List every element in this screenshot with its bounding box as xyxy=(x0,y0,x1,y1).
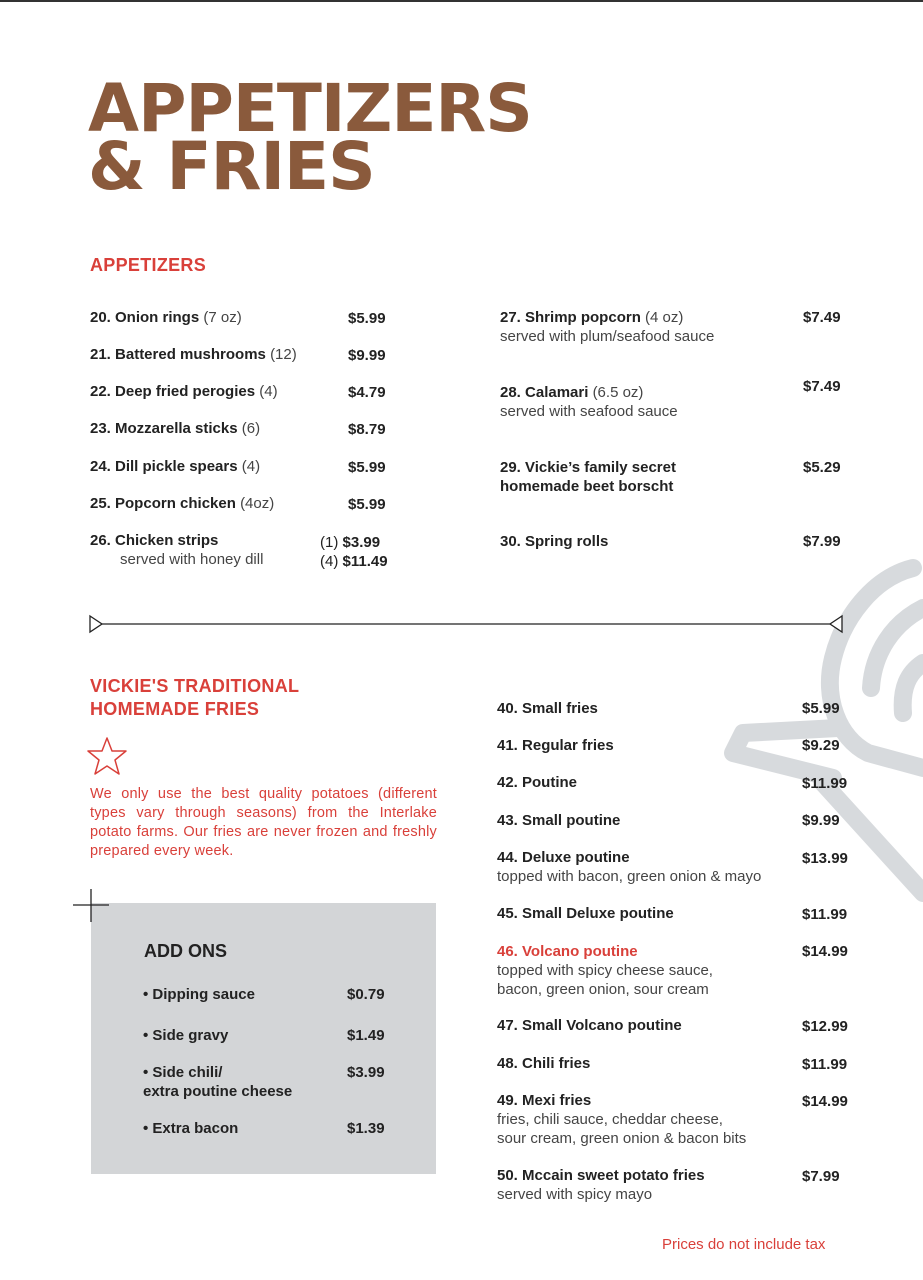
addon-price: $3.99 xyxy=(347,1064,385,1081)
item-price: $11.99 xyxy=(802,775,848,792)
item-price: $14.99 xyxy=(802,943,848,960)
crosshair-icon xyxy=(73,889,111,923)
title-line-1: APPETIZERS xyxy=(88,70,532,147)
item-price: $14.99 xyxy=(802,1093,848,1110)
fries-intro: We only use the best quality potatoes (different types vary through seasons) from the Interlake potato farms. Our fries are never frozen and freshly prepared every week. xyxy=(90,786,437,859)
item-price: $5.99 xyxy=(348,459,386,476)
addon-price: $1.49 xyxy=(347,1027,385,1044)
menu-item: 41. Regular fries xyxy=(497,737,614,754)
title-line-2: & FRIES xyxy=(88,128,375,205)
menu-item: 48. Chili fries xyxy=(497,1055,591,1072)
item-price: $5.99 xyxy=(348,310,386,327)
item-price: $9.99 xyxy=(348,347,386,364)
addon-price: $0.79 xyxy=(347,986,385,1003)
addon-item: • Side chili/ extra poutine cheese xyxy=(143,1064,293,1100)
menu-item-featured: 46. Volcano poutine topped with spicy cheese sauce, bacon, green onion, sour cream xyxy=(497,943,713,998)
addons-box xyxy=(91,903,436,1174)
item-price: $5.99 xyxy=(348,496,386,513)
item-price: $9.29 xyxy=(802,737,840,754)
appetizers-heading: APPETIZERS xyxy=(90,255,207,275)
item-price: $8.79 xyxy=(348,421,386,438)
menu-item: 44. Deluxe poutine topped with bacon, green onion & mayo xyxy=(497,849,762,885)
addon-item: • Dipping sauce xyxy=(143,986,255,1003)
item-price: $11.99 xyxy=(802,1056,848,1073)
arrow-divider-icon xyxy=(88,613,844,635)
fries-heading: VICKIE'S TRADITIONAL HOMEMADE FRIES xyxy=(90,676,300,719)
star-outline-icon xyxy=(86,736,128,776)
menu-item: 21. Battered mushrooms (12) xyxy=(90,346,297,363)
menu-item: 49. Mexi fries fries, chili sauce, cheddar cheese, sour cream, green onion & bacon bits xyxy=(497,1092,747,1147)
tax-note: Prices do not include tax xyxy=(662,1236,826,1253)
page-title xyxy=(88,70,532,205)
item-price: $13.99 xyxy=(802,850,848,867)
menu-item: 45. Small Deluxe poutine xyxy=(497,905,674,922)
menu-item: 47. Small Volcano poutine xyxy=(497,1017,682,1034)
addon-item: • Extra bacon xyxy=(143,1120,239,1137)
item-price: $7.49 xyxy=(803,309,841,326)
item-price: $5.99 xyxy=(802,700,840,717)
menu-item: 23. Mozzarella sticks (6) xyxy=(90,420,261,437)
item-price: $11.99 xyxy=(802,906,848,923)
menu-item: 40. Small fries xyxy=(497,700,598,717)
menu-item: 42. Poutine xyxy=(497,774,578,791)
menu-item: 30. Spring rolls xyxy=(500,533,609,550)
item-price: $12.99 xyxy=(802,1018,848,1035)
item-price-multi: (1) $3.99 (4) $11.49 xyxy=(320,534,388,570)
addon-item: • Side gravy xyxy=(143,1027,229,1044)
item-price: $5.29 xyxy=(803,459,841,476)
item-price: $7.99 xyxy=(803,533,841,550)
menu-item: 22. Deep fried perogies (4) xyxy=(90,383,278,400)
menu-item: 43. Small poutine xyxy=(497,812,621,829)
item-price: $7.49 xyxy=(803,378,841,395)
addon-price: $1.39 xyxy=(347,1120,385,1137)
item-price: $7.99 xyxy=(802,1168,840,1185)
menu-item: 24. Dill pickle spears (4) xyxy=(90,458,261,475)
menu-item: 25. Popcorn chicken (4oz) xyxy=(90,495,275,512)
menu-item: 28. Calamari (6.5 oz) served with seafood sauce xyxy=(500,384,678,420)
menu-item: 26. Chicken strips served with honey dill xyxy=(90,532,264,568)
item-price: $4.79 xyxy=(348,384,386,401)
menu-item: 27. Shrimp popcorn (4 oz) served with plum/seafood sauce xyxy=(500,309,715,345)
menu-item: 20. Onion rings (7 oz) xyxy=(90,309,242,326)
menu-item: 50. Mccain sweet potato fries served with spicy mayo xyxy=(497,1167,705,1203)
addons-title: ADD ONS xyxy=(144,941,228,961)
top-border xyxy=(0,0,923,2)
menu-item: 29. Vickie’s family secret homemade beet borscht xyxy=(500,459,676,495)
item-price: $9.99 xyxy=(802,812,840,829)
